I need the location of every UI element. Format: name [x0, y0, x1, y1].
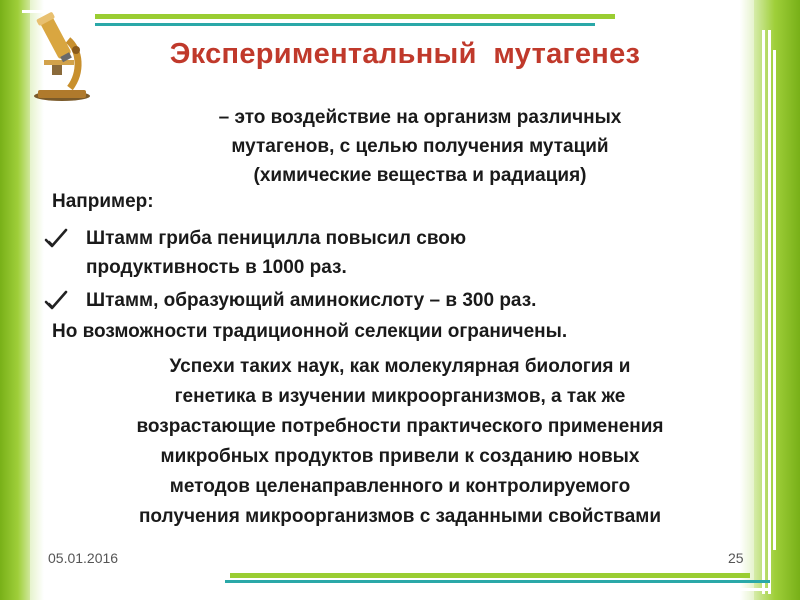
right-white-line-3 — [773, 50, 776, 550]
microscope-icon — [30, 10, 92, 102]
bullet-line: продуктивность в 1000 раз. — [86, 257, 347, 278]
left-green-border — [0, 0, 30, 600]
slide-date: 05.01.2016 — [48, 550, 119, 566]
note-text: Но возможности традиционной селекции ограничены. — [52, 321, 568, 342]
right-white-line-1 — [762, 30, 765, 594]
top-white-line — [22, 10, 606, 13]
bullet-text — [86, 286, 536, 315]
checkmark-icon — [44, 288, 68, 312]
right-green-border — [754, 0, 800, 600]
checkmark-icon — [44, 226, 68, 250]
paragraph-line: Успехи таких наук, как молекулярная биология и — [169, 356, 631, 377]
bottom-teal-line — [225, 580, 770, 583]
paragraph-line: возрастающие потребности практического применения — [136, 416, 664, 437]
bottom-green-line — [230, 573, 750, 578]
definition-line: – это воздействие на организм различных — [218, 107, 622, 128]
bullet-text — [86, 224, 466, 282]
top-teal-line — [95, 23, 595, 26]
bullet-line: Штамм, образующий аминокислоту – в 300 раз. — [86, 290, 537, 311]
example-heading: Например: — [52, 191, 154, 212]
paragraph-line: получения микроорганизмов с заданными свойствами — [138, 506, 662, 527]
right-white-line-2 — [768, 30, 771, 594]
page-number: 25 — [728, 550, 744, 566]
paragraph-line: генетика в изучении микроорганизмов, а так же — [174, 386, 626, 407]
bullet-line: Штамм гриба пеницилла повысил свою — [86, 228, 467, 249]
definition-line: мутагенов, с целью получения мутаций — [231, 136, 609, 157]
definition-block — [130, 103, 710, 190]
conclusion-paragraph — [50, 352, 750, 532]
bullet-item — [44, 224, 466, 282]
paragraph-line: методов целенаправленного и контролируемого — [169, 476, 631, 497]
bottom-white-line — [230, 588, 770, 591]
definition-line: (химические вещества и радиация) — [253, 165, 587, 186]
bullet-item — [44, 286, 536, 315]
top-green-line — [95, 14, 615, 19]
paragraph-line: микробных продуктов привели к созданию новых — [160, 446, 640, 467]
slide-title: Экспериментальный мутагенез — [169, 38, 641, 70]
